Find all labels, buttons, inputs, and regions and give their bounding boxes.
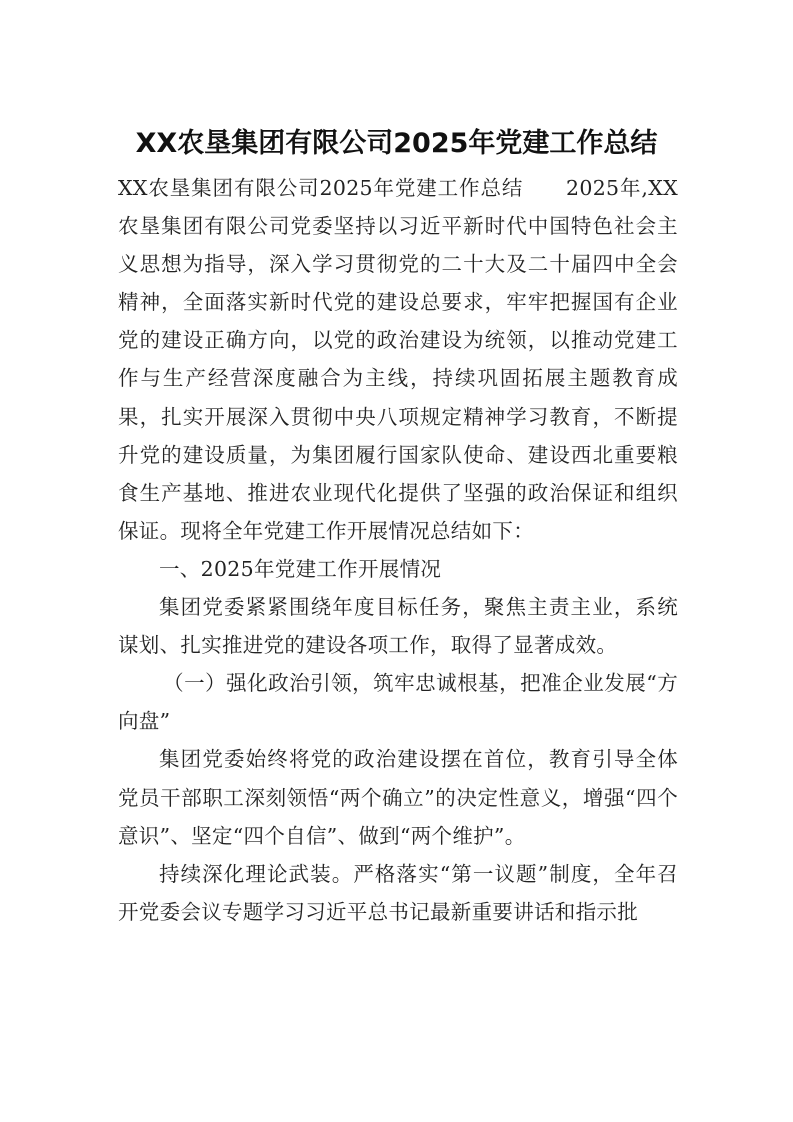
- subsection-1-paragraph-2: 持续深化理论武装。严格落实“第一议题”制度，全年召开党委会议专题学习习近平总书记最新重要讲话和指示批: [118, 861, 678, 924]
- document-title: XX农垦集团有限公司2025年党建工作总结: [135, 128, 658, 159]
- subsection-1-paragraph-1: 集团党委始终将党的政治建设摆在首位，教育引导全体党员干部职工深刻领悟“两个确立”的决定性意义，增强“四个意识”、坚定“四个自信”、做到“两个维护”。: [118, 747, 678, 848]
- subsection-heading-1: （一）强化政治引领，筑牢忠诚根基，把准企业发展“方向盘”: [118, 671, 678, 734]
- section-heading-1: 一、2025年党建工作开展情况: [159, 556, 442, 581]
- section-1-paragraph: 集团党委紧紧围绕年度目标任务，聚焦主责主业，系统谋划、扎实推进党的建设各项工作，取得了显著成效。: [118, 595, 678, 658]
- intro-paragraph: XX农垦集团有限公司2025年党建工作总结 2025年,XX农垦集团有限公司党委坚持以习近平新时代中国特色社会主义思想为指导，深入学习贯彻党的二十大及二十届四中全会精神，全面落实新时代党的建设总要求，牢牢把握国有企业党的建设正确方向，以党的政治建设为统领，以推动党建工作与生产经营深度融合为主线，持续巩固拓展主题教育成果，扎实开展深入贯彻中央八项规定精神学习教育，不断提升党的建设质量，为集团履行国家队使命、建设西北重要粮食生产基地、推进农业现代化提供了坚强的政治保证和组织保证。现将全年党建工作开展情况总结如下：: [118, 176, 678, 543]
- document-body: [118, 169, 678, 931]
